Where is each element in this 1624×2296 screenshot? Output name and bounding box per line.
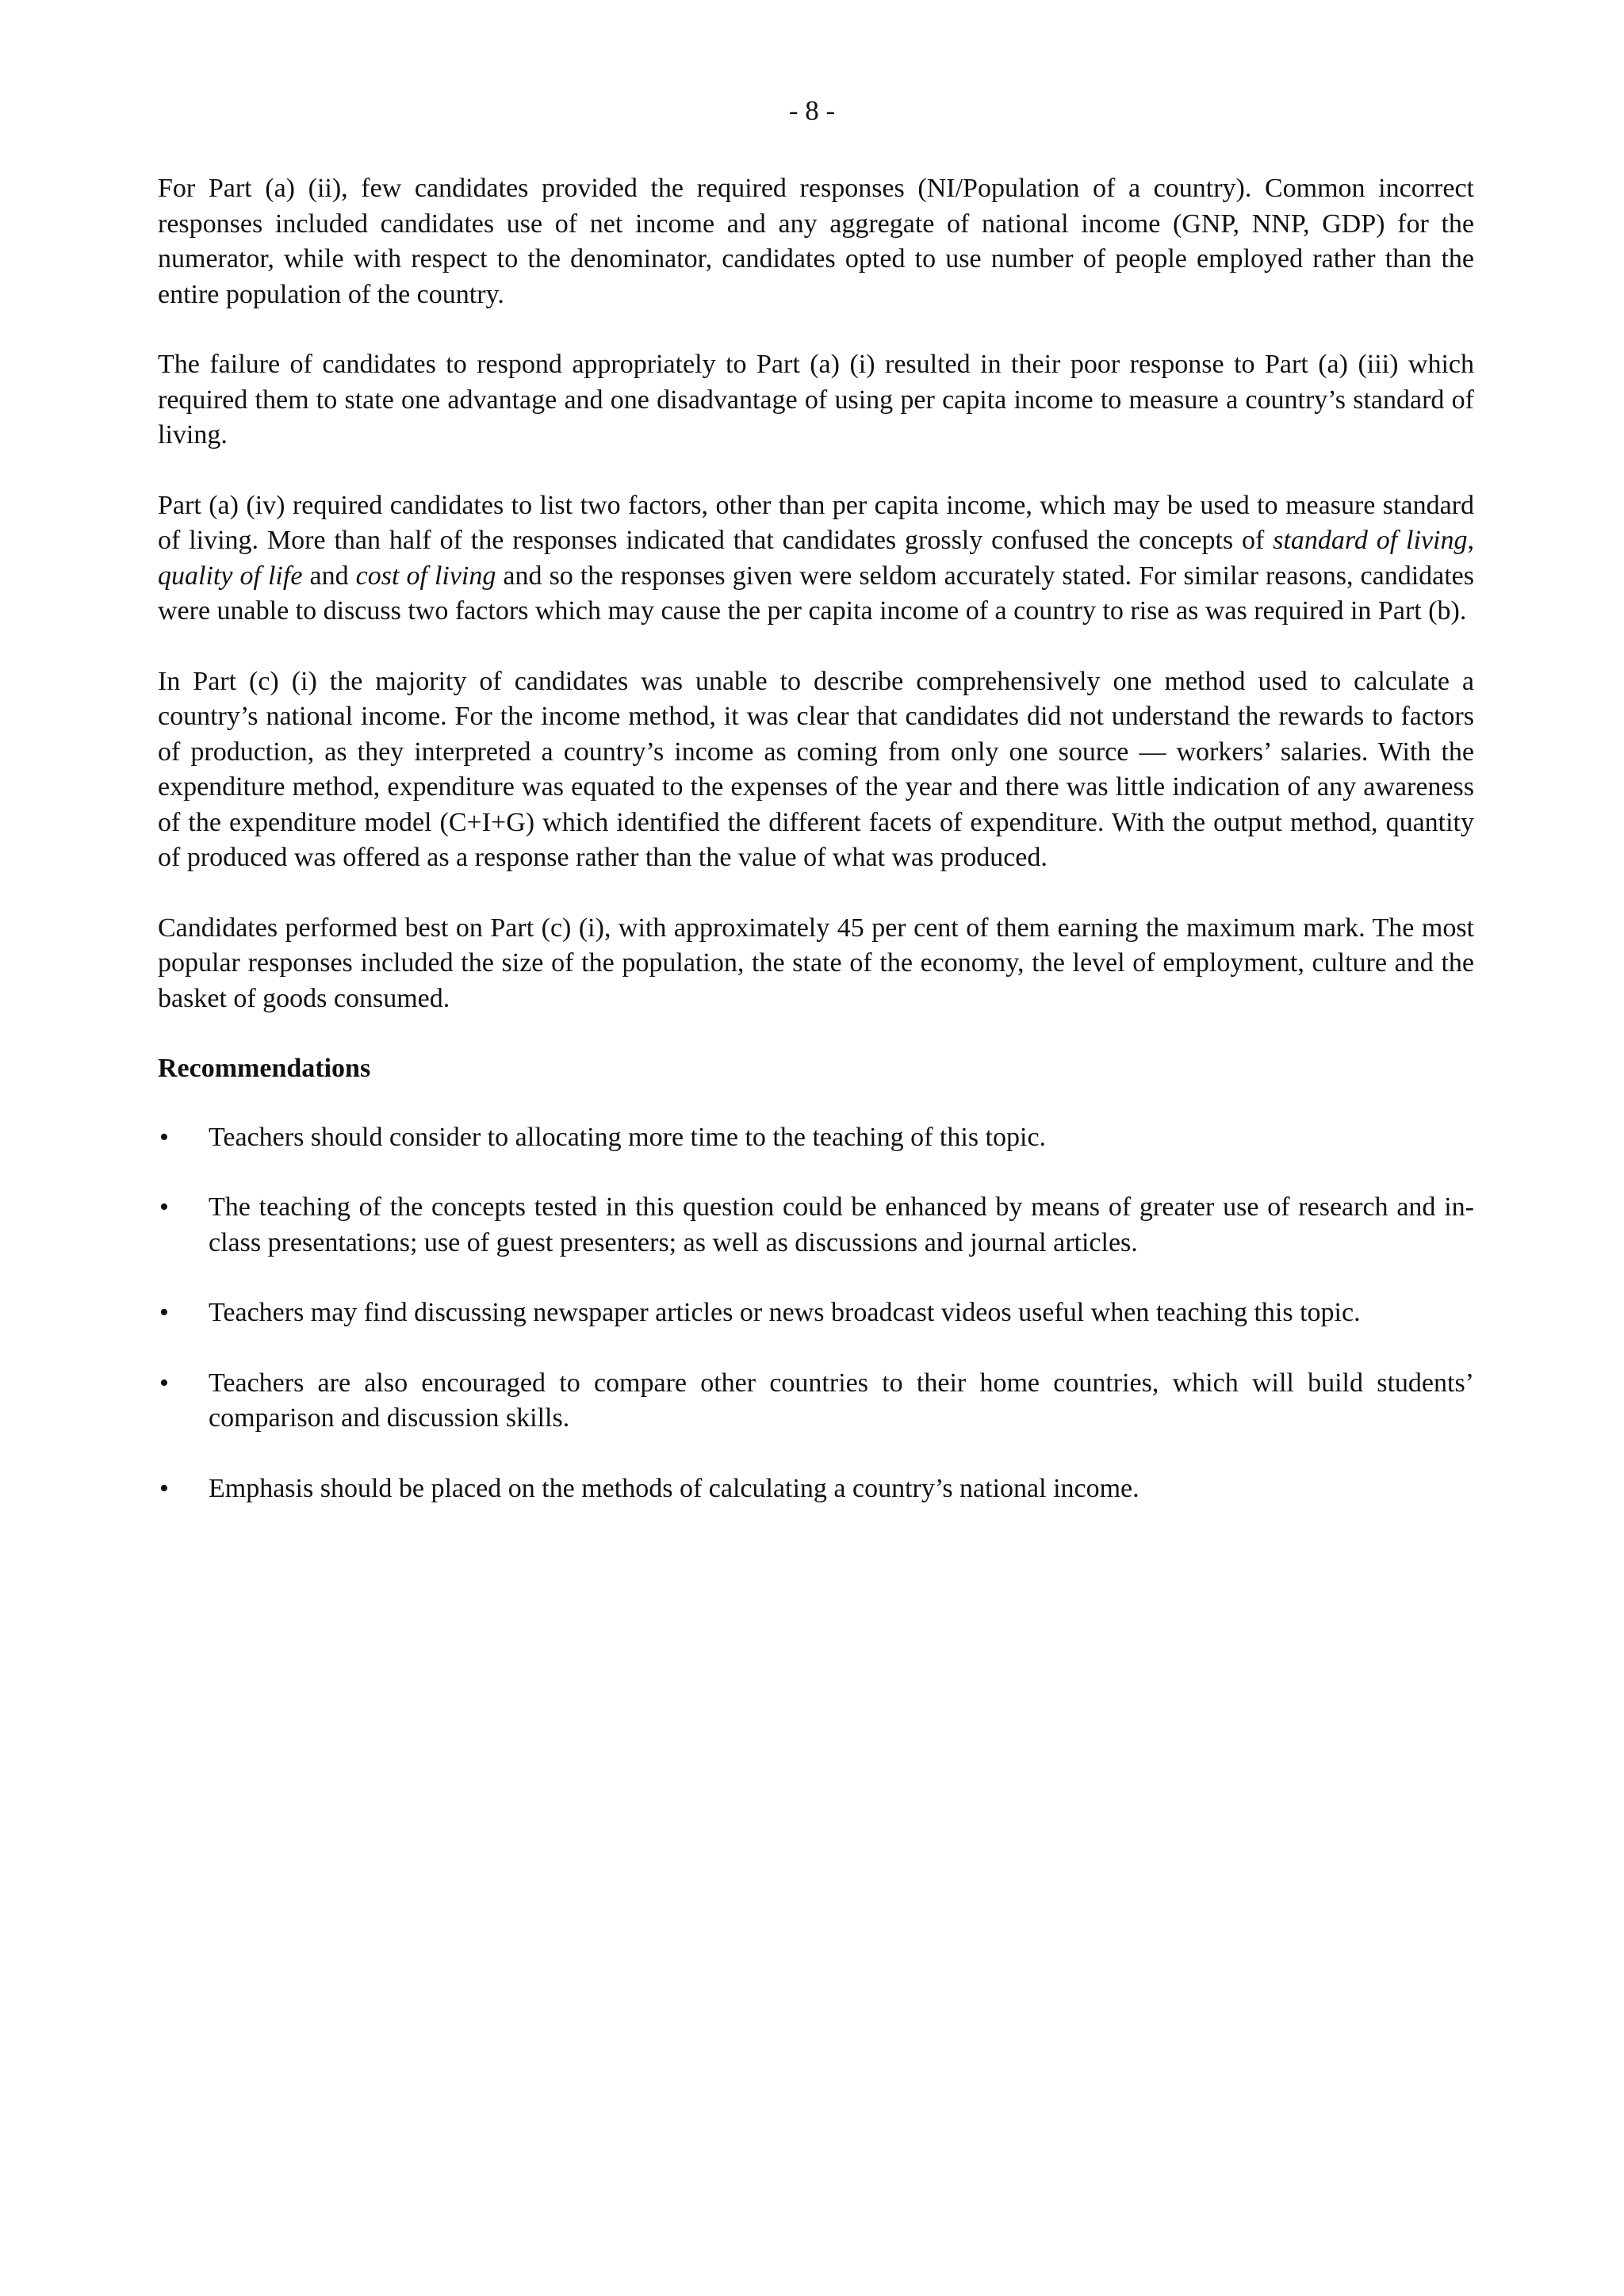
- paragraph-text: ,: [1467, 526, 1474, 555]
- paragraph-text: For Part (a) (ii), few candidates provided the required responses (NI/Population of a country). Common incorrect responses included candidates use of net income and any aggregate of national income (GNP, NNP, GDP) for the numerator, while with respect to the denominator, candidates opted to use number of people employed rather than the entire population of the country.: [158, 174, 1474, 309]
- italic-term-quality-of-life: quality of life: [158, 561, 303, 591]
- paragraph-part-a-iii: [158, 347, 1474, 453]
- bullet-icon: •: [159, 1368, 169, 1398]
- italic-term-cost-of-living: cost of living: [355, 561, 496, 591]
- paragraph-part-a-iv: [158, 488, 1474, 629]
- list-item-text: Teachers are also encouraged to compare other countries to their home countries, which will build students’ comparison and discussion skills.: [209, 1368, 1474, 1433]
- paragraph-text: and: [302, 561, 356, 591]
- paragraph-part-a-ii: [158, 171, 1474, 312]
- list-item: [158, 1295, 1474, 1331]
- recommendations-list: [158, 1120, 1474, 1507]
- list-item: [158, 1366, 1474, 1437]
- list-item-text: Teachers may find discussing newspaper articles or news broadcast videos useful when teaching this topic.: [209, 1298, 1361, 1327]
- list-item-text: Emphasis should be placed on the methods of calculating a country’s national income.: [209, 1473, 1139, 1503]
- document-body: [158, 171, 1474, 1541]
- paragraph-text: Candidates performed best on Part (c) (i), with approximately 45 per cent of them earning the maximum mark. The most popular responses included the size of the population, the state of the economy, the level of employment, culture and the basket of goods consumed.: [158, 913, 1474, 1013]
- page-number: - 8 -: [788, 95, 836, 126]
- paragraph-text: and so the responses given were seldom accurately stated. For similar reasons, candidates were unable to discuss two factors which may cause the per capita income of a country to rise as was required in Part (b).: [158, 561, 1474, 626]
- paragraph-part-c-i-methods: [158, 664, 1474, 876]
- list-item: [158, 1120, 1474, 1156]
- paragraph-part-c-i-performance: [158, 911, 1474, 1017]
- list-item: [158, 1190, 1474, 1261]
- recommendations-heading: Recommendations: [158, 1054, 371, 1083]
- paragraph-text: Part (a) (iv) required candidates to list two factors, other than per capita income, which may be used to measure standard of living. More than half of the responses indicated that candidates grossly confused the concepts of: [158, 490, 1474, 555]
- paragraph-text: The failure of candidates to respond appropriately to Part (a) (i) resulted in their poor response to Part (a) (iii) which required them to state one advantage and one disadvantage of using per capita income to measure a country’s standard of living.: [158, 350, 1474, 450]
- italic-term-standard-of-living: standard of living: [1273, 526, 1468, 555]
- bullet-icon: •: [159, 1122, 169, 1152]
- bullet-icon: •: [159, 1473, 169, 1503]
- bullet-icon: •: [159, 1298, 169, 1327]
- list-item: [158, 1471, 1474, 1507]
- list-item-text: The teaching of the concepts tested in this question could be enhanced by means of greater use of research and in-class presentations; use of guest presenters; as well as discussions and journal articles.: [209, 1192, 1474, 1257]
- paragraph-text: In Part (c) (i) the majority of candidates was unable to describe comprehensively one method used to calculate a country’s national income. For the income method, it was clear that candidates did not understand the rewards to factors of production, as they interpreted a country’s income as coming from only one source — workers’ salaries. With the expenditure method, expenditure was equated to the expenses of the year and there was little indication of any awareness of the expenditure model (C+I+G) which identified the different facets of expenditure. With the output method, quantity of produced was offered as a response rather than the value of what was produced.: [158, 666, 1474, 872]
- list-item-text: Teachers should consider to allocating more time to the teaching of this topic.: [209, 1122, 1047, 1152]
- bullet-icon: •: [159, 1192, 169, 1222]
